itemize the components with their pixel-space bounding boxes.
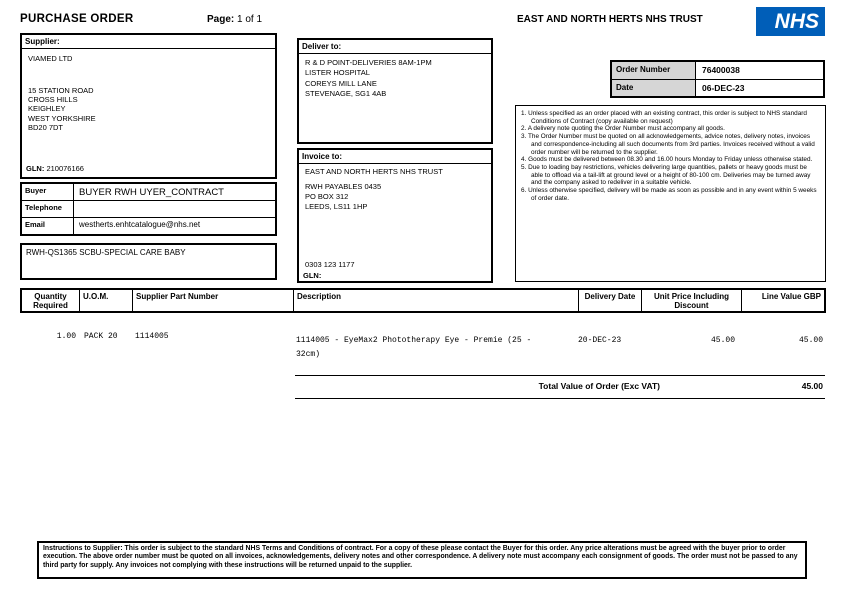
page-indicator (207, 14, 262, 25)
invoice-phone: 0303 123 1177 (305, 260, 355, 269)
item-description-line1: 1114005 - EyeMax2 Phototherapy Eye - Premie (25 - (296, 336, 532, 345)
col-header-description: Description (294, 290, 579, 311)
supplier-instructions-box (37, 541, 807, 579)
supplier-address-line: WEST YORKSHIRE (28, 113, 96, 123)
email-row (22, 218, 275, 234)
order-date-row (612, 80, 823, 97)
supplier-address-line: BD20 7DT (28, 122, 64, 132)
supplier-gln (26, 164, 84, 173)
order-number-label: Order Number (612, 62, 696, 79)
invoice-to-name: EAST AND NORTH HERTS NHS TRUST (305, 167, 443, 176)
deliver-to-line: STEVENAGE, SG1 4AB (305, 89, 387, 99)
email-label: Email (22, 218, 74, 234)
item-uom: PACK 20 (84, 332, 118, 341)
order-date-label: Date (612, 80, 696, 97)
supplier-gln-label: GLN: (26, 164, 45, 173)
item-line-value: 45.00 (798, 336, 823, 345)
page-title: PURCHASE ORDER (20, 13, 134, 25)
supplier-instructions-text: Instructions to Supplier: This order is subject to the standard NHS Terms and Conditions of contract. For a copy of these please contact the Buyer for this order. Any price alterations must be agreed with the buyer prior to order execution. The above order number must be quoted on all invoices, acknowledgements, delivery notes and other correspondence. A delivery note must accompany each consignment of goods. The order must not be passed to any third party for supply. Any invoices not complying with these instructions will be returned unpaid to the supplier. (43, 545, 798, 569)
order-info-table (610, 60, 825, 98)
col-header-quantity: Quantity Required (22, 290, 80, 311)
supplier-address-line: CROSS HILLS (28, 95, 78, 105)
buyer-value: BUYER RWH UYER_CONTRACT (79, 187, 224, 198)
supplier-address-line: 15 STATION ROAD (28, 86, 94, 95)
order-number-value: 76400038 (702, 65, 740, 75)
items-table-header (20, 288, 826, 313)
col-header-uom: U.O.M. (80, 290, 133, 311)
invoice-to-label: Invoice to: (299, 150, 491, 164)
term-item: 3. The Order Number must be quoted on all acknowledgements, advice notes, delivery notes, invoices and correspondence-including all such documents from 3rd parties. Invoices received without a valid order number will be returned to the supplier. (521, 133, 815, 156)
buyer-label: Buyer (22, 184, 74, 200)
deliver-to-line: R & D POINT-DELIVERIES 8AM-1PM (305, 58, 432, 67)
deliver-to-box (297, 38, 493, 144)
telephone-label: Telephone (22, 201, 74, 217)
item-description-line2: 32cm) (296, 350, 321, 359)
invoice-to-line: RWH PAYABLES 0435 (305, 182, 382, 191)
term-item: 4. Goods must be delivered between 08.30 and 16.00 hours Monday to Friday unless otherwise stated. (521, 156, 813, 164)
buyer-row (22, 184, 275, 201)
item-delivery-date: 20-DEC-23 (578, 336, 622, 345)
deliver-to-label: Deliver to: (299, 40, 491, 54)
term-item: 1. Unless specified as an order placed with an existing contract, this order is subject to NHS standard Conditions of Contract (copy available on request) (521, 110, 807, 125)
col-header-delivery-date: Delivery Date (579, 290, 642, 311)
supplier-address-line: KEIGHLEY (28, 104, 66, 114)
col-header-part-number: Supplier Part Number (133, 290, 294, 311)
item-part-number: 1114005 (135, 332, 169, 341)
invoice-to-address (305, 182, 381, 212)
terms-box (515, 105, 826, 282)
term-item: 6. Unless otherwise specified, delivery will be made as soon as possible and in any event within 5 weeks of order date. (521, 187, 817, 202)
invoice-to-line: PO BOX 312 (305, 192, 349, 201)
col-header-line-value: Line Value GBP (761, 292, 821, 301)
supplier-address (28, 86, 96, 132)
item-quantity: 1.00 (56, 332, 76, 341)
invoice-gln-label: GLN: (303, 271, 322, 280)
telephone-row (22, 201, 275, 218)
email-value: westherts.enhtcatalogue@nhs.net (79, 220, 201, 229)
deliver-to-line: COREYS MILL LANE (305, 78, 377, 88)
total-rule-top (295, 375, 825, 376)
order-number-row (612, 62, 823, 80)
deliver-to-line: LISTER HOSPITAL (305, 68, 370, 78)
order-total-label: Total Value of Order (Exc VAT) (538, 381, 660, 391)
col-header-unit-price: Unit Price Including Discount (642, 290, 742, 311)
supplier-box (20, 33, 277, 179)
supplier-label: Supplier: (22, 35, 275, 49)
nhs-logo (756, 7, 825, 36)
trust-name: EAST AND NORTH HERTS NHS TRUST (517, 14, 703, 25)
deliver-to-address (305, 58, 432, 100)
term-item: 5. Due to loading bay restrictions, vehicles delivering large quantities, pallets or heavy goods must be able to offload via a tail-lift at ground level or a height of 80-100 cm. Deliveries may be turned away and the company asked to redeliver in a suitable vehicle. (521, 163, 811, 187)
requisition-reference: RWH-QS1365 SCBU-SPECIAL CARE BABY (26, 248, 186, 257)
order-total-value: 45.00 (801, 381, 823, 391)
invoice-to-line: LEEDS, LS11 1HP (305, 202, 368, 211)
total-rule-bottom (295, 398, 825, 399)
page-label: Page: (207, 14, 235, 25)
requisition-reference-box (20, 243, 277, 280)
page-value: 1 of 1 (237, 14, 263, 25)
nhs-logo-text: NHS (774, 9, 819, 33)
invoice-to-box (297, 148, 493, 283)
supplier-gln-value: 210076166 (46, 164, 84, 173)
supplier-name: VIAMED LTD (28, 54, 73, 63)
buyer-info-table (20, 182, 277, 236)
item-unit-price: 45.00 (710, 336, 735, 345)
term-item: 2. A delivery note quoting the Order Number must accompany all goods. (521, 125, 725, 133)
order-date-value: 06-DEC-23 (702, 82, 745, 93)
telephone-value (74, 201, 275, 217)
